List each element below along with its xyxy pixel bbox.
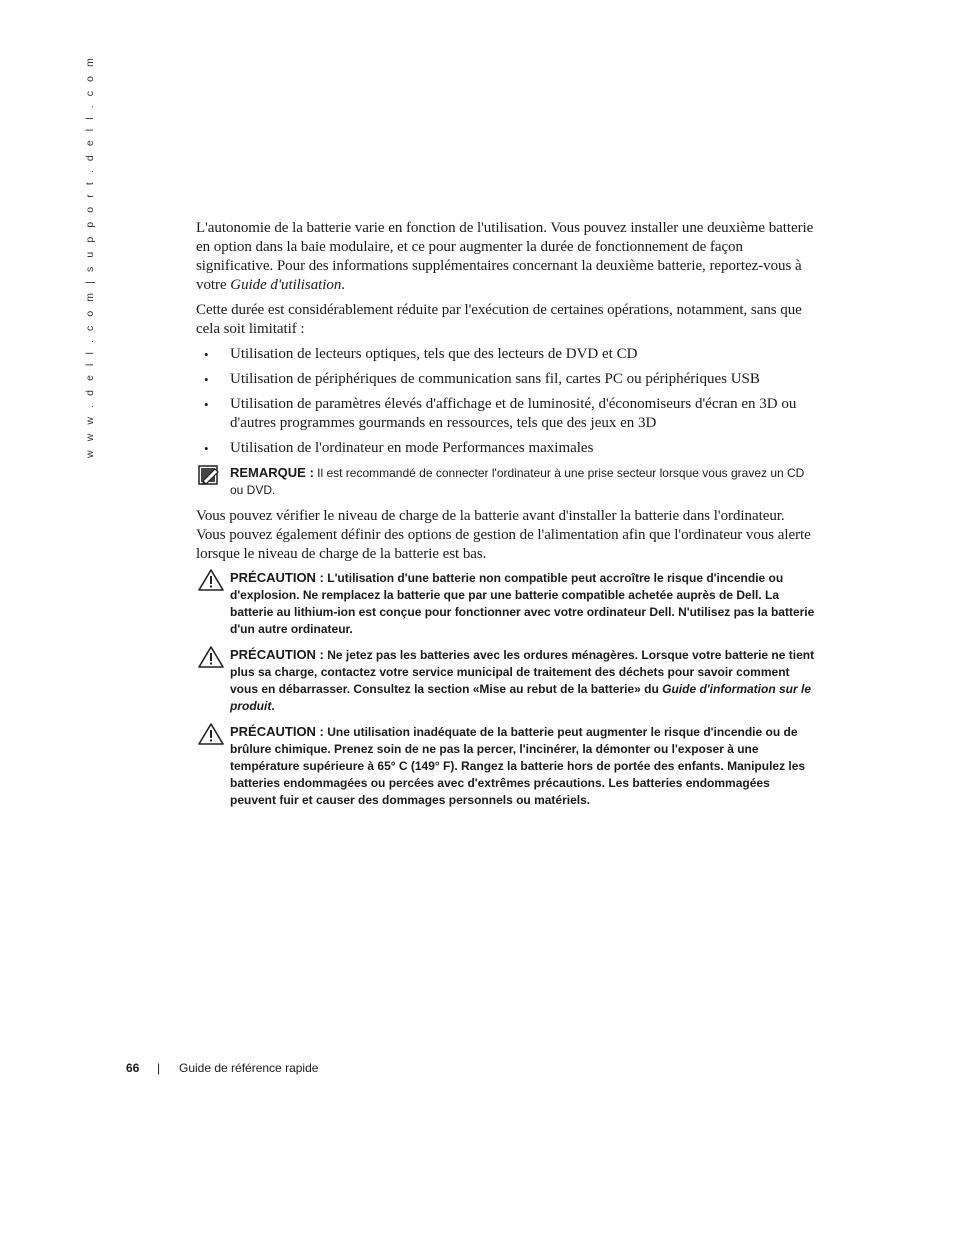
caution-text: Une utilisation inadéquate de la batterie peut augmenter le risque d'incendie ou de brûlure chimique. Prenez soin de ne pas la percer, l'incinérer, la démonter ou l'exposer à une température supérieure à 65° C (149° F). Rangez la batterie hors de portée des enfants. Manipulez les batteries endommagées ou percées avec d'extrêmes précautions. Les batteries endommagées peuvent fuir et causer des dommages personnels ou matériels. [230,725,806,807]
bullet-marker: • [204,397,209,412]
bullet-marker: • [204,347,209,362]
bullet-list [196,345,816,458]
list-item-text: Utilisation de paramètres élevés d'affichage et de luminosité, d'économiseurs d'écran en 3D ou d'autres programmes gourmands en ressources, tels que des jeux en 3D [230,396,797,431]
note-text: Il est recommandé de connecter l'ordinateur à une prise secteur lorsque vous gravez un CD ou DVD. [230,466,805,497]
paragraph-charge-level: Vous pouvez vérifier le niveau de charge de la batterie avant d'installer la batterie dans l'ordinateur. Vous pouvez également définir des options de gestion de l'alimentation afin que l'ordinateur vous alerte lorsque le niveau de charge de la batterie est bas. [196,508,811,562]
list-item-text: Utilisation de lecteurs optiques, tels que des lecteurs de DVD et CD [230,346,638,362]
paragraph-battery-autonomy [196,219,816,295]
caution-block [196,569,816,638]
product-guide-reference: Guide d'information sur le produit [230,682,812,713]
list-item-text: Utilisation de périphériques de communication sans fil, cartes PC ou périphériques USB [230,371,760,387]
caution-label: PRÉCAUTION : [230,570,324,585]
side-url: w w w . d e l l . c o m | s u p p o r t . d e l l . c o m [84,55,96,458]
note-block [196,464,816,499]
paragraph-end: . [341,277,345,293]
note-pencil-icon [198,464,222,486]
list-item [196,370,816,389]
caution-label: PRÉCAUTION : [230,724,324,739]
caution-block [196,723,816,809]
footer-title: Guide de référence rapide [179,1061,319,1075]
warning-triangle-icon [198,646,222,668]
list-item [196,345,816,364]
page-content [196,219,816,815]
bullet-marker: • [204,441,209,456]
paragraph-reduced-duration: Cette durée est considérablement réduite par l'exécution de certaines opérations, notamment, sans que cela soit limitatif : [196,302,802,337]
list-item [196,439,816,458]
paragraph-text: L'autonomie de la batterie varie en fonction de l'utilisation. Vous pouvez installer une deuxième batterie en option dans la baie modulaire, et ce pour augmenter la durée de fonctionnement de façon significative. Pour des informations supplémentaires concernant la deuxième batterie, reportez-vous à votre [196,220,814,293]
list-item [196,395,816,433]
guide-reference: Guide d'utilisation [230,277,342,293]
page-number: 66 [126,1061,140,1075]
list-item-text: Utilisation de l'ordinateur en mode Performances maximales [230,440,594,456]
caution-block [196,646,816,715]
bullet-marker: • [204,372,209,387]
caution-label: PRÉCAUTION : [230,647,324,662]
caution-text: L'utilisation d'une batterie non compatible peut accroître le risque d'incendie ou d'explosion. Ne remplacez la batterie que par une batterie compatible achetée auprès de Dell. La batterie au lithium-ion est conçue pour fonctionner avec votre ordinateur Dell. N'utilisez pas la batterie d'un autre ordinateur. [230,571,815,636]
caution-text-main: Ne jetez pas les batteries avec les ordures ménagères. Lorsque votre batterie ne tient plus sa charge, contactez votre service municipal de traitement des déchets pour savoir comment vous en débarrasser. Consultez la section «Mise au rebut de la batterie» du [230,648,815,696]
footer-separator: | [157,1061,161,1075]
warning-triangle-icon [198,723,222,745]
warning-triangle-icon [198,569,222,591]
caution-text-end: . [271,699,275,713]
note-label: REMARQUE : [230,465,314,480]
